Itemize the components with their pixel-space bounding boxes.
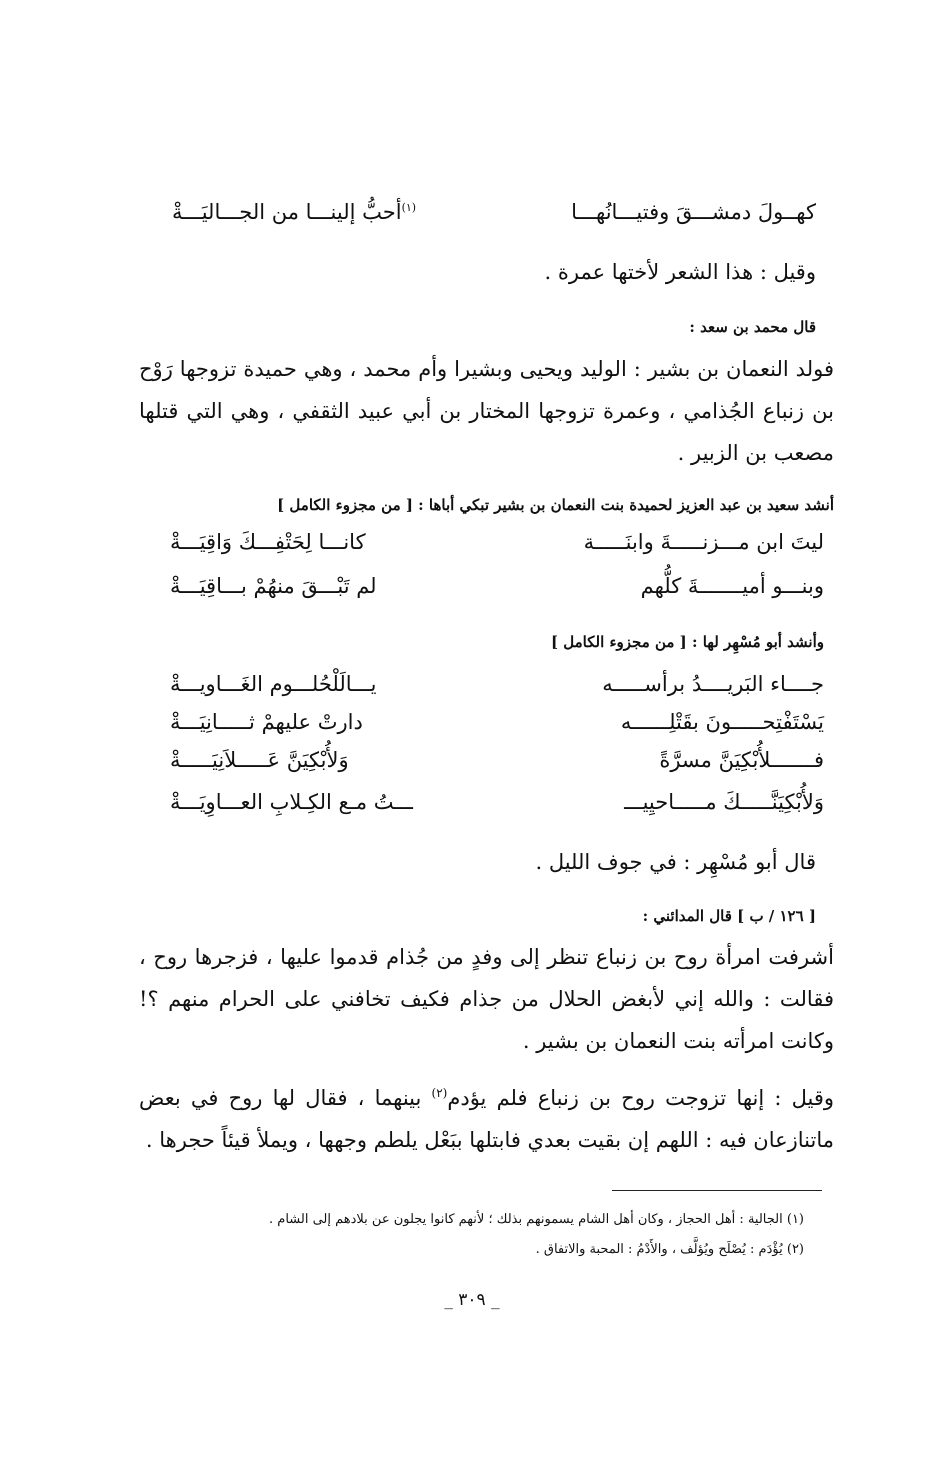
poem1-line2-left: لم تَبْـــقَ منهُمْ بـــاقِيَـــةْ bbox=[170, 574, 377, 598]
heading-abu-musher: وأنشد أبو مُسْهِر لها : [ من مجزوء الكامل ] bbox=[550, 633, 824, 651]
page-number: _ ٣٠٩ _ bbox=[444, 1290, 500, 1310]
footnote-ref-2: (٢) bbox=[431, 1086, 448, 1100]
heading-saeed: أنشد سعيد بن عبد العزيز لحميدة بنت النعمان بن بشير تبكي أباها : [ من مجزوء الكامل ] bbox=[277, 496, 834, 514]
heading-madaini: [ ١٢٦ / ب ] قال المدائني : bbox=[642, 907, 816, 925]
poem2-line2-left: دارتْ عليهمْ ثـــــانِيَـــةْ bbox=[170, 710, 363, 734]
poem2-line4-right: وَلأُبْكِيَنَّـــــكَ مـــــاحيِيـــ bbox=[624, 790, 824, 814]
footnote-2: (٢) يُؤْدَم : يُصْلَح ويُؤلَّف ، والأَدْمُ : المحبة والاتفاق . bbox=[535, 1242, 804, 1257]
footnote-separator bbox=[612, 1190, 822, 1191]
paragraph-children: فولد النعمان بن بشير : الوليد ويحيى وبشيرا وأم محمد ، وهي حميدة تزوجها رَوْح بن زنباع الجُذامي ، وعمرة تزوجها المختار بن أبي عبيد الثقفي ، وهي التي قتلها مصعب بن الزبير . bbox=[139, 357, 834, 465]
poem1-line1-right: ليتَ ابن مـــزنـــــةَ وابنَـــــة bbox=[583, 530, 824, 554]
heading-ibn-saad: قال محمد بن سعد : bbox=[689, 318, 816, 336]
poem2-line1-left: يـــالَلْحُلـــوم الغَـــاويـــةْ bbox=[170, 672, 377, 696]
footnote-ref-1: (١) bbox=[401, 201, 417, 214]
paragraph-rawh-2 bbox=[139, 1072, 834, 1161]
paragraph-rawh-2-start: وقيل : إنها تزوجت روح بن زنباع فلم يؤدم bbox=[447, 1086, 835, 1110]
line-omra: وقيل : هذا الشعر لأختها عمرة . bbox=[544, 260, 816, 284]
poem2-line2-right: يَسْتَفْتِحـــــونَ بقَتْلِــــــه bbox=[620, 710, 824, 734]
poem2-line3-left: وَلأُبْكِيَنَّ عَـــــلاَنِيَـــــةْ bbox=[170, 748, 349, 772]
paragraph-rawh-2-end: بينهما ، فقال لها روح في بعض ماتنازعان فيه : اللهم إن بقيت بعدي فابتلها ببَعْل يلطم وجهها ، ويملأ قيئاً حجرها . bbox=[139, 1086, 834, 1152]
poem2-line4-left: ـــتُ مـع الكِـلابِ العـــاوِيَـــةْ bbox=[170, 790, 413, 814]
poem1-line1-left: كانـــا لِحَتْفِـــكَ وَاقِيَـــةْ bbox=[170, 530, 366, 554]
poem1-line2-right: وبنـــو أميـــــــةَ كلُّهم bbox=[640, 574, 824, 598]
poem2-line3-right: فـــــــلأُبْكِيَنَّ مسرَّةً bbox=[659, 748, 824, 772]
footnote-1: (١) الجالية : أهل الحجاز ، وكان أهل الشام يسمونهم بذلك ؛ لأنهم كانوا يجلون عن بلادهم إلى الشام . bbox=[269, 1212, 804, 1227]
verse-top-hemistich-right: كهــولَ دمشـــقَ وفتيـــانُهـــا bbox=[571, 200, 816, 224]
verse-top-left-text: أحبُّ إلينـــا من الجـــاليَـــةْ bbox=[172, 200, 402, 224]
poem2-line1-right: جــــاء البَريــــدُ برأســـــه bbox=[602, 672, 824, 696]
paragraph-rawh-1: أشرفت امرأة روح بن زنباع تنظر إلى وفدٍ من جُذام قدموا عليها ، فزجرها روح ، فقالت : والله إني لأبغض الحلال من جذام فكيف تخافني على الحرام منهم ؟! وكانت امرأته بنت النعمان بن بشير . bbox=[139, 945, 834, 1053]
verse-top-hemistich-left bbox=[172, 200, 416, 224]
line-night: قال أبو مُسْهِر : في جوف الليل . bbox=[535, 850, 816, 874]
